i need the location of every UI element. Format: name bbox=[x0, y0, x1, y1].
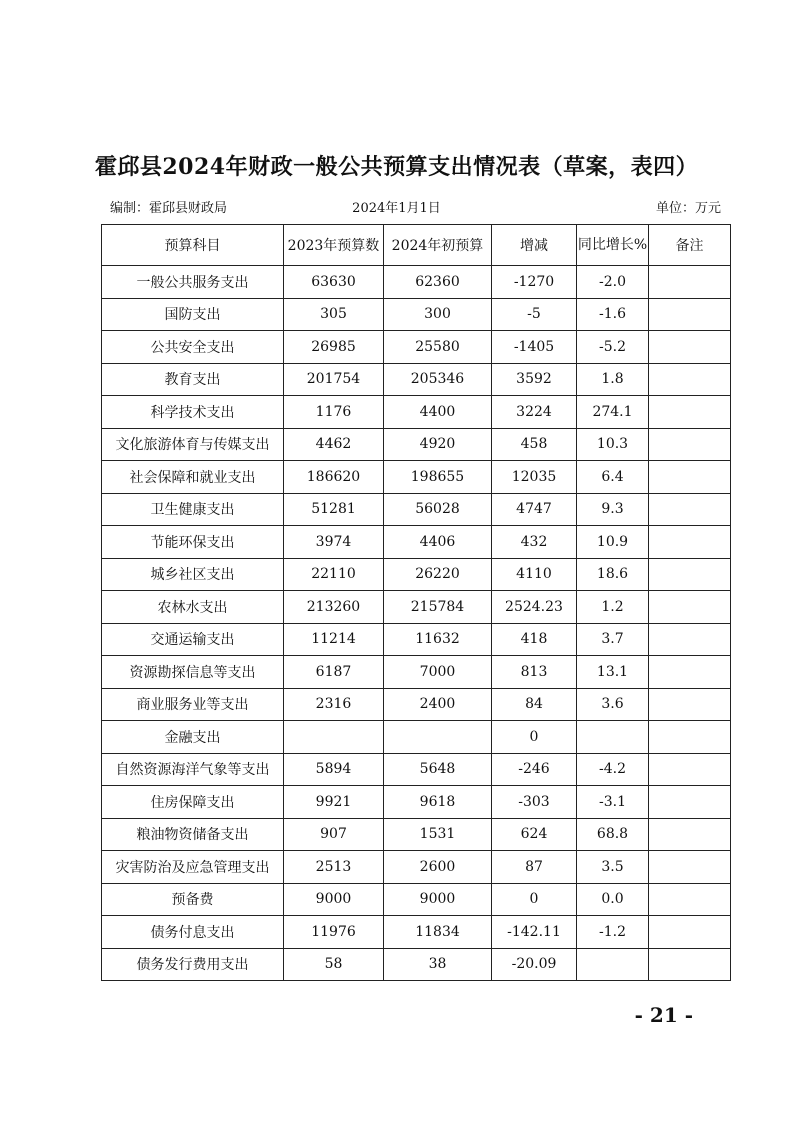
cell-note bbox=[649, 753, 731, 786]
cell-subject: 住房保障支出 bbox=[102, 786, 284, 819]
header-subject: 预算科目 bbox=[102, 225, 284, 266]
table-row bbox=[102, 948, 731, 981]
table-row bbox=[102, 883, 731, 916]
cell-2023-budget: 305 bbox=[284, 298, 384, 331]
cell-2023-budget: 63630 bbox=[284, 266, 384, 299]
cell-2023-budget: 51281 bbox=[284, 493, 384, 526]
cell-2024-budget: 1531 bbox=[384, 818, 492, 851]
table-row bbox=[102, 753, 731, 786]
cell-change: 432 bbox=[492, 526, 577, 559]
cell-note bbox=[649, 851, 731, 884]
table-row bbox=[102, 396, 731, 429]
cell-yoy-growth: -5.2 bbox=[577, 331, 649, 364]
cell-change: 12035 bbox=[492, 461, 577, 494]
cell-yoy-growth: 3.7 bbox=[577, 623, 649, 656]
cell-subject: 粮油物资储备支出 bbox=[102, 818, 284, 851]
cell-2023-budget: 4462 bbox=[284, 428, 384, 461]
cell-note bbox=[649, 623, 731, 656]
cell-yoy-growth: 68.8 bbox=[577, 818, 649, 851]
cell-change: 4110 bbox=[492, 558, 577, 591]
header-note: 备注 bbox=[649, 225, 731, 266]
cell-2023-budget: 11976 bbox=[284, 916, 384, 949]
cell-2024-budget: 2600 bbox=[384, 851, 492, 884]
cell-subject: 金融支出 bbox=[102, 721, 284, 754]
table-row bbox=[102, 493, 731, 526]
header-2023-budget: 2023年预算数 bbox=[284, 225, 384, 266]
cell-change: 84 bbox=[492, 688, 577, 721]
cell-subject: 教育支出 bbox=[102, 363, 284, 396]
table-header-row bbox=[102, 225, 731, 266]
cell-2024-budget: 4406 bbox=[384, 526, 492, 559]
unit-label: 单位：万元 bbox=[655, 201, 721, 216]
cell-change: 458 bbox=[492, 428, 577, 461]
table-row bbox=[102, 721, 731, 754]
cell-yoy-growth: -1.6 bbox=[577, 298, 649, 331]
cell-note bbox=[649, 786, 731, 819]
cell-change: 3592 bbox=[492, 363, 577, 396]
cell-change: -1270 bbox=[492, 266, 577, 299]
table-row bbox=[102, 461, 731, 494]
cell-yoy-growth: -4.2 bbox=[577, 753, 649, 786]
cell-yoy-growth: 9.3 bbox=[577, 493, 649, 526]
table-row bbox=[102, 688, 731, 721]
cell-2023-budget: 11214 bbox=[284, 623, 384, 656]
cell-2023-budget: 26985 bbox=[284, 331, 384, 364]
cell-change: 418 bbox=[492, 623, 577, 656]
cell-2023-budget: 5894 bbox=[284, 753, 384, 786]
cell-note bbox=[649, 818, 731, 851]
cell-yoy-growth: 3.6 bbox=[577, 688, 649, 721]
cell-2024-budget: 215784 bbox=[384, 591, 492, 624]
cell-subject: 商业服务业等支出 bbox=[102, 688, 284, 721]
table-row bbox=[102, 786, 731, 819]
cell-subject: 社会保障和就业支出 bbox=[102, 461, 284, 494]
cell-2023-budget: 9921 bbox=[284, 786, 384, 819]
cell-subject: 一般公共服务支出 bbox=[102, 266, 284, 299]
cell-note bbox=[649, 721, 731, 754]
cell-note bbox=[649, 363, 731, 396]
table-row bbox=[102, 298, 731, 331]
cell-2023-budget: 6187 bbox=[284, 656, 384, 689]
cell-note bbox=[649, 591, 731, 624]
table-row bbox=[102, 623, 731, 656]
cell-note bbox=[649, 656, 731, 689]
cell-yoy-growth bbox=[577, 948, 649, 981]
cell-subject: 灾害防治及应急管理支出 bbox=[102, 851, 284, 884]
cell-change: 87 bbox=[492, 851, 577, 884]
cell-2024-budget: 4920 bbox=[384, 428, 492, 461]
cell-subject: 自然资源海洋气象等支出 bbox=[102, 753, 284, 786]
cell-change: -1405 bbox=[492, 331, 577, 364]
cell-subject: 节能环保支出 bbox=[102, 526, 284, 559]
cell-subject: 资源勘探信息等支出 bbox=[102, 656, 284, 689]
cell-2024-budget: 26220 bbox=[384, 558, 492, 591]
cell-note bbox=[649, 526, 731, 559]
cell-subject: 债务发行费用支出 bbox=[102, 948, 284, 981]
table-row bbox=[102, 851, 731, 884]
cell-2023-budget: 58 bbox=[284, 948, 384, 981]
cell-2023-budget: 3974 bbox=[284, 526, 384, 559]
cell-2023-budget: 907 bbox=[284, 818, 384, 851]
cell-2024-budget: 9618 bbox=[384, 786, 492, 819]
table-row bbox=[102, 331, 731, 364]
cell-yoy-growth: -3.1 bbox=[577, 786, 649, 819]
cell-2023-budget bbox=[284, 721, 384, 754]
cell-yoy-growth: -2.0 bbox=[577, 266, 649, 299]
cell-2024-budget: 25580 bbox=[384, 331, 492, 364]
table-row bbox=[102, 266, 731, 299]
cell-note bbox=[649, 298, 731, 331]
cell-yoy-growth: 18.6 bbox=[577, 558, 649, 591]
header-yoy-growth: 同比增长% bbox=[577, 225, 649, 266]
document-title: 霍邱县2024年财政一般公共预算支出情况表（草案，表四） bbox=[94, 154, 699, 180]
budget-table bbox=[101, 224, 731, 981]
cell-yoy-growth: 6.4 bbox=[577, 461, 649, 494]
cell-change: -246 bbox=[492, 753, 577, 786]
cell-2024-budget: 205346 bbox=[384, 363, 492, 396]
table-row bbox=[102, 916, 731, 949]
cell-2023-budget: 1176 bbox=[284, 396, 384, 429]
cell-note bbox=[649, 948, 731, 981]
cell-subject: 债务付息支出 bbox=[102, 916, 284, 949]
table-row bbox=[102, 428, 731, 461]
cell-2024-budget: 11632 bbox=[384, 623, 492, 656]
table-row bbox=[102, 363, 731, 396]
cell-2024-budget: 5648 bbox=[384, 753, 492, 786]
cell-2024-budget: 11834 bbox=[384, 916, 492, 949]
cell-subject: 文化旅游体育与传媒支出 bbox=[102, 428, 284, 461]
cell-change: 2524.23 bbox=[492, 591, 577, 624]
cell-2023-budget: 201754 bbox=[284, 363, 384, 396]
cell-yoy-growth bbox=[577, 721, 649, 754]
cell-change: 813 bbox=[492, 656, 577, 689]
cell-note bbox=[649, 558, 731, 591]
cell-note bbox=[649, 396, 731, 429]
cell-2024-budget: 38 bbox=[384, 948, 492, 981]
cell-change: -20.09 bbox=[492, 948, 577, 981]
cell-change: 0 bbox=[492, 721, 577, 754]
compiler-label: 编制：霍邱县财政局 bbox=[110, 201, 228, 216]
cell-2023-budget: 9000 bbox=[284, 883, 384, 916]
cell-note bbox=[649, 916, 731, 949]
cell-note bbox=[649, 428, 731, 461]
cell-yoy-growth: 13.1 bbox=[577, 656, 649, 689]
cell-2024-budget: 9000 bbox=[384, 883, 492, 916]
cell-subject: 农林水支出 bbox=[102, 591, 284, 624]
cell-change: -5 bbox=[492, 298, 577, 331]
cell-change: 624 bbox=[492, 818, 577, 851]
cell-subject: 预备费 bbox=[102, 883, 284, 916]
table-row bbox=[102, 526, 731, 559]
cell-subject: 卫生健康支出 bbox=[102, 493, 284, 526]
header-change: 增减 bbox=[492, 225, 577, 266]
cell-yoy-growth: 3.5 bbox=[577, 851, 649, 884]
cell-2024-budget: 2400 bbox=[384, 688, 492, 721]
cell-note bbox=[649, 461, 731, 494]
cell-2023-budget: 2513 bbox=[284, 851, 384, 884]
cell-subject: 城乡社区支出 bbox=[102, 558, 284, 591]
table-row bbox=[102, 656, 731, 689]
page-number: - 21 - bbox=[634, 1003, 693, 1027]
table-row bbox=[102, 591, 731, 624]
cell-subject: 公共安全支出 bbox=[102, 331, 284, 364]
table-row bbox=[102, 818, 731, 851]
cell-subject: 科学技术支出 bbox=[102, 396, 284, 429]
cell-change: 0 bbox=[492, 883, 577, 916]
cell-yoy-growth: 10.3 bbox=[577, 428, 649, 461]
cell-yoy-growth: 0.0 bbox=[577, 883, 649, 916]
cell-yoy-growth: -1.2 bbox=[577, 916, 649, 949]
cell-yoy-growth: 274.1 bbox=[577, 396, 649, 429]
cell-yoy-growth: 10.9 bbox=[577, 526, 649, 559]
cell-2024-budget: 4400 bbox=[384, 396, 492, 429]
cell-yoy-growth: 1.8 bbox=[577, 363, 649, 396]
cell-2023-budget: 213260 bbox=[284, 591, 384, 624]
cell-2024-budget: 56028 bbox=[384, 493, 492, 526]
cell-note bbox=[649, 688, 731, 721]
cell-2024-budget: 198655 bbox=[384, 461, 492, 494]
cell-change: 3224 bbox=[492, 396, 577, 429]
cell-2023-budget: 22110 bbox=[284, 558, 384, 591]
cell-change: -303 bbox=[492, 786, 577, 819]
cell-2023-budget: 2316 bbox=[284, 688, 384, 721]
date-label: 2024年1月1日 bbox=[352, 201, 441, 216]
cell-change: 4747 bbox=[492, 493, 577, 526]
cell-note bbox=[649, 883, 731, 916]
cell-yoy-growth: 1.2 bbox=[577, 591, 649, 624]
header-2024-budget: 2024年初预算 bbox=[384, 225, 492, 266]
cell-2024-budget bbox=[384, 721, 492, 754]
cell-2024-budget: 300 bbox=[384, 298, 492, 331]
cell-subject: 交通运输支出 bbox=[102, 623, 284, 656]
cell-note bbox=[649, 493, 731, 526]
cell-2024-budget: 7000 bbox=[384, 656, 492, 689]
table-row bbox=[102, 558, 731, 591]
cell-2024-budget: 62360 bbox=[384, 266, 492, 299]
cell-note bbox=[649, 266, 731, 299]
cell-subject: 国防支出 bbox=[102, 298, 284, 331]
cell-2023-budget: 186620 bbox=[284, 461, 384, 494]
cell-change: -142.11 bbox=[492, 916, 577, 949]
cell-note bbox=[649, 331, 731, 364]
